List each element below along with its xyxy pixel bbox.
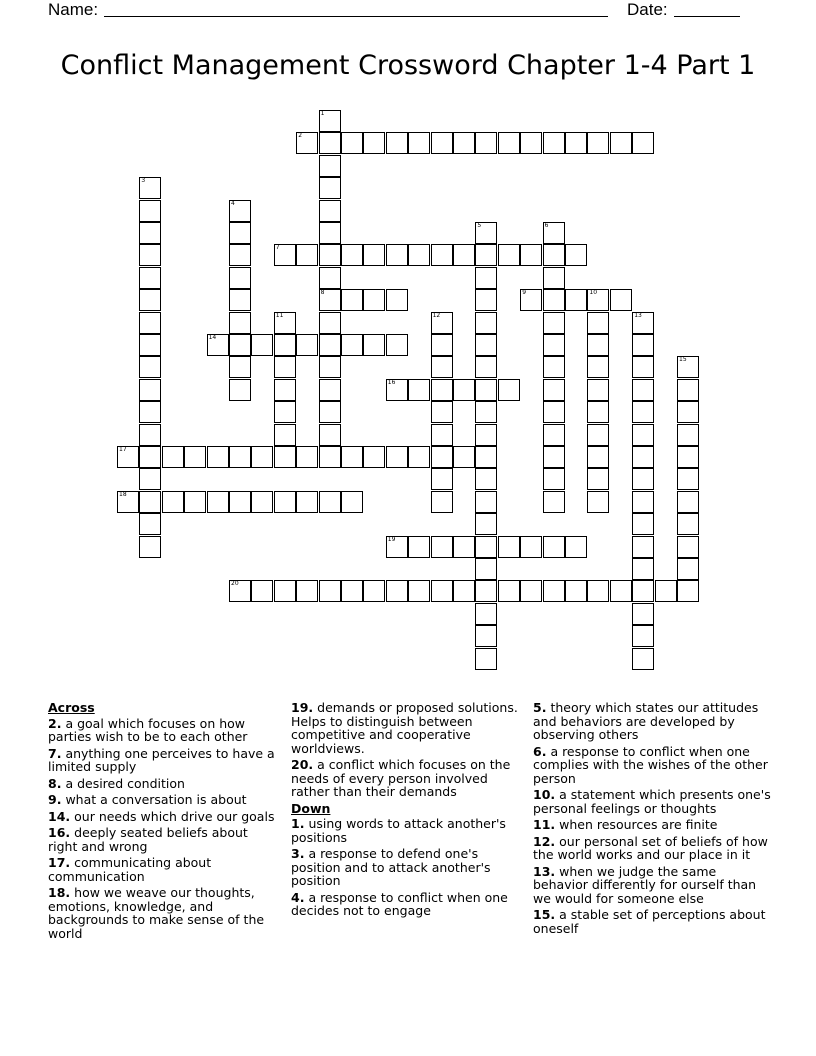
grid-cell[interactable] [453,132,475,154]
grid-cell[interactable] [610,580,632,602]
grid-cell[interactable] [229,580,251,602]
grid-cell[interactable] [431,244,453,266]
grid-cell[interactable] [319,580,341,602]
grid-cell[interactable] [408,379,430,401]
grid-cell[interactable] [677,379,699,401]
grid-cell[interactable] [296,491,318,513]
grid-cell[interactable] [632,356,654,378]
grid-cell[interactable] [296,244,318,266]
cell-number: 12 [432,311,441,319]
grid-cell[interactable] [632,648,654,670]
clues-column-3 [533,701,773,938]
grid-cell[interactable] [475,289,497,311]
grid-cell[interactable] [319,356,341,378]
grid-cell[interactable] [453,446,475,468]
grid-cell[interactable] [207,446,229,468]
grid-cell[interactable] [341,580,363,602]
grid-cell[interactable] [363,334,385,356]
grid-cell[interactable] [386,132,408,154]
clue-down-5: 5. theory which states our attitudes and behaviors are developed by observing others [533,700,759,742]
clues-column-2 [291,701,521,921]
grid-cell[interactable] [319,312,341,334]
grid-cell[interactable] [319,334,341,356]
cell-number: 16 [387,378,396,386]
grid-cell[interactable] [677,491,699,513]
grid-cell[interactable] [319,110,341,132]
grid-cell[interactable] [319,401,341,423]
grid-cell[interactable] [520,132,542,154]
grid-cell[interactable] [565,289,587,311]
cell-number: 19 [387,535,396,543]
grid-cell[interactable] [543,536,565,558]
grid-cell[interactable] [543,379,565,401]
clue-across-18: 18. how we weave our thoughts, emotions, knowledge, and backgrounds to make sense of the world [48,885,265,941]
grid-cell[interactable] [587,379,609,401]
grid-cell[interactable] [363,289,385,311]
cell-number: 14 [208,334,217,341]
grid-cell[interactable] [229,200,251,222]
grid-cell[interactable] [408,446,430,468]
grid-cell[interactable] [274,334,296,356]
grid-cell[interactable] [677,558,699,580]
grid-cell[interactable] [139,289,161,311]
grid-cell[interactable] [498,132,520,154]
grid-cell[interactable] [543,401,565,423]
grid-cell[interactable] [274,491,296,513]
grid-cell[interactable] [139,424,161,446]
grid-cell[interactable] [341,132,363,154]
grid-cell[interactable] [475,222,497,244]
grid-cell[interactable] [587,424,609,446]
grid-cell[interactable] [386,244,408,266]
grid-cell[interactable] [207,491,229,513]
cell-number: 20 [231,580,239,588]
grid-cell[interactable] [610,132,632,154]
grid-cell[interactable] [274,401,296,423]
cell-number: 11 [275,311,284,319]
grid-cell[interactable] [341,491,363,513]
clues-column-1 [48,701,278,943]
grid-cell[interactable] [139,379,161,401]
grid-cell[interactable] [632,468,654,490]
grid-cell[interactable] [431,536,453,558]
cell-number: 17 [119,446,127,453]
grid-cell[interactable] [475,244,497,266]
grid-cell[interactable] [587,491,609,513]
grid-cell[interactable] [229,222,251,244]
grid-cell[interactable] [274,580,296,602]
grid-cell[interactable] [251,446,273,468]
clue-down-1: 1. using words to attack another's positions [291,816,506,845]
grid-cell[interactable] [363,132,385,154]
cell-number: 10 [589,289,598,297]
grid-cell[interactable] [431,491,453,513]
grid-cell[interactable] [139,446,161,468]
down-heading: Down [291,800,331,816]
grid-cell[interactable] [139,200,161,222]
grid-cell[interactable] [431,468,453,490]
grid-cell[interactable] [543,356,565,378]
cell-number: 1 [320,110,325,117]
grid-cell[interactable] [431,446,453,468]
grid-cell[interactable] [475,580,497,602]
grid-cell[interactable] [139,312,161,334]
grid-cell[interactable] [184,491,206,513]
clue-down-15: 15. a stable set of perceptions about oneself [533,907,766,936]
grid-cell[interactable] [453,580,475,602]
clue-down-3: 3. a response to defend one's position and to attack another's position [291,846,491,888]
grid-cell[interactable] [274,424,296,446]
clue-across-19: 19. demands or proposed solutions. Helps to distinguish between competitive and cooperative worldviews. [291,700,518,756]
clue-down-13: 13. when we judge the same behavior differently for ourself than we would for someone else [533,863,757,906]
grid-cell[interactable] [632,580,654,602]
grid-cell[interactable] [475,379,497,401]
grid-cell[interactable] [431,580,453,602]
grid-cell[interactable] [453,536,475,558]
grid-cell[interactable] [632,401,654,423]
grid-cell[interactable] [319,132,341,154]
grid-cell[interactable] [229,312,251,334]
grid-cell[interactable] [475,334,497,356]
grid-cell[interactable] [632,603,654,625]
grid-cell[interactable] [587,580,609,602]
grid-cell[interactable] [139,401,161,423]
grid-cell[interactable] [632,625,654,647]
grid-cell[interactable] [587,132,609,154]
grid-cell[interactable] [587,312,609,334]
grid-cell[interactable] [453,379,475,401]
grid-cell[interactable] [543,312,565,334]
grid-cell[interactable] [139,334,161,356]
clue-down-11: 11. when resources are finite [533,817,718,832]
grid-cell[interactable] [677,468,699,490]
grid-cell[interactable] [139,267,161,289]
grid-cell[interactable] [520,580,542,602]
grid-cell[interactable] [386,446,408,468]
grid-cell[interactable] [498,536,520,558]
grid-cell[interactable] [475,558,497,580]
grid-cell[interactable] [475,491,497,513]
grid-cell[interactable] [139,177,161,199]
grid-cell[interactable] [229,267,251,289]
grid-cell[interactable] [341,244,363,266]
grid-cell[interactable] [296,446,318,468]
grid-cell[interactable] [319,289,341,311]
grid-cell[interactable] [274,244,296,266]
grid-cell[interactable] [520,289,542,311]
cell-number: 7 [275,244,280,252]
grid-cell[interactable] [229,356,251,378]
cell-number: 2 [298,132,303,140]
grid-cell[interactable] [632,491,654,513]
grid-cell[interactable] [475,424,497,446]
clue-across-16: 16. deeply seated beliefs about right and wrong [48,825,248,854]
across-heading: Across [48,700,95,715]
grid-cell[interactable] [431,132,453,154]
grid-cell[interactable] [632,312,654,334]
grid-cell[interactable] [139,491,161,513]
grid-cell[interactable] [475,625,497,647]
clue-across-7: 7. anything one perceives to have a limited supply [48,745,275,774]
clue-down-4: 4. a response to conflict when one decides not to engage [291,889,508,918]
grid-cell[interactable] [319,446,341,468]
grid-cell[interactable] [408,580,430,602]
cell-number: 6 [544,222,549,229]
grid-cell[interactable] [543,267,565,289]
grid-cell[interactable] [632,132,654,154]
grid-cell[interactable] [319,155,341,177]
clue-across-8: 8. a desired condition [48,775,185,791]
grid-cell[interactable] [386,289,408,311]
cell-number: 4 [231,199,235,207]
grid-cell[interactable] [319,267,341,289]
clue-across-20: 20. a conflict which focuses on the needs of every person involved rather than their demands [291,757,511,799]
grid-cell[interactable] [587,356,609,378]
cell-number: 5 [477,222,482,229]
grid-cell[interactable] [229,289,251,311]
date-label: Date: [627,0,668,19]
name-label: Name: [48,0,99,19]
clue-across-2: 2. a goal which focuses on how parties wish to be to each other [48,715,248,744]
grid-cell[interactable] [632,536,654,558]
clue-down-10: 10. a statement which presents one's personal feelings or thoughts [533,787,771,816]
cell-number: 8 [320,289,325,297]
grid-cell[interactable] [319,424,341,446]
grid-cell[interactable] [543,424,565,446]
grid-cell[interactable] [587,446,609,468]
grid-cell[interactable] [408,536,430,558]
cell-number: 15 [679,356,687,364]
grid-cell[interactable] [677,446,699,468]
grid-cell[interactable] [341,446,363,468]
grid-cell[interactable] [341,334,363,356]
grid-cell[interactable] [543,580,565,602]
grid-cell[interactable] [475,603,497,625]
grid-cell[interactable] [431,379,453,401]
grid-cell[interactable] [475,536,497,558]
grid-cell[interactable] [319,379,341,401]
grid-cell[interactable] [543,468,565,490]
grid-cell[interactable] [139,356,161,378]
cell-number: 3 [141,177,146,185]
grid-cell[interactable] [587,401,609,423]
grid-cell[interactable] [475,513,497,535]
grid-cell[interactable] [319,244,341,266]
grid-cell[interactable] [610,289,632,311]
grid-cell[interactable] [162,446,184,468]
grid-cell[interactable] [677,513,699,535]
grid-cell[interactable] [475,267,497,289]
grid-cell[interactable] [543,334,565,356]
cell-number: 9 [522,289,527,297]
grid-cell[interactable] [655,580,677,602]
grid-cell[interactable] [587,289,609,311]
grid-cell[interactable] [296,334,318,356]
grid-cell[interactable] [475,312,497,334]
grid-cell[interactable] [543,244,565,266]
grid-cell[interactable] [386,334,408,356]
grid-cell[interactable] [632,558,654,580]
grid-cell[interactable] [319,200,341,222]
grid-cell[interactable] [251,491,273,513]
grid-cell[interactable] [632,424,654,446]
grid-cell[interactable] [677,424,699,446]
grid-cell[interactable] [677,580,699,602]
grid-cell[interactable] [677,356,699,378]
grid-cell[interactable] [475,468,497,490]
grid-cell[interactable] [498,379,520,401]
grid-cell[interactable] [117,491,139,513]
grid-cell[interactable] [677,536,699,558]
grid-cell[interactable] [274,379,296,401]
grid-cell[interactable] [431,356,453,378]
grid-cell[interactable] [386,379,408,401]
grid-cell[interactable] [543,222,565,244]
grid-cell[interactable] [565,536,587,558]
grid-cell[interactable] [498,580,520,602]
grid-cell[interactable] [632,513,654,535]
page-title: Conflict Management Crossword Chapter 1-4 Part 1 [60,50,756,81]
grid-cell[interactable] [139,222,161,244]
grid-cell[interactable] [274,446,296,468]
grid-cell[interactable] [498,244,520,266]
grid-cell[interactable] [475,446,497,468]
grid-cell[interactable] [319,222,341,244]
grid-cell[interactable] [408,132,430,154]
grid-cell[interactable] [363,580,385,602]
grid-cell[interactable] [565,132,587,154]
clue-down-6: 6. a response to conflict when one complies with the wishes of the other person [533,743,768,786]
grid-cell[interactable] [319,491,341,513]
grid-cell[interactable] [386,580,408,602]
grid-cell[interactable] [520,244,542,266]
grid-cell[interactable] [565,580,587,602]
grid-cell[interactable] [229,491,251,513]
grid-cell[interactable] [475,401,497,423]
clue-across-9: 9. what a conversation is about [48,792,247,807]
grid-cell[interactable] [632,379,654,401]
grid-cell[interactable] [475,132,497,154]
grid-cell[interactable] [251,580,273,602]
grid-cell[interactable] [543,446,565,468]
grid-cell[interactable] [565,244,587,266]
grid-cell[interactable] [296,132,318,154]
grid-cell[interactable] [319,177,341,199]
grid-cell[interactable] [632,446,654,468]
grid-cell[interactable] [431,401,453,423]
grid-cell[interactable] [229,446,251,468]
cell-number: 18 [119,490,127,498]
grid-cell[interactable] [677,401,699,423]
clue-across-14: 14. our needs which drive our goals [48,808,275,824]
grid-cell[interactable] [543,132,565,154]
grid-cell[interactable] [184,446,206,468]
grid-cell[interactable] [341,289,363,311]
grid-cell[interactable] [139,536,161,558]
grid-cell[interactable] [543,491,565,513]
grid-cell[interactable] [251,334,273,356]
grid-cell[interactable] [229,379,251,401]
grid-cell[interactable] [296,580,318,602]
grid-cell[interactable] [431,312,453,334]
grid-cell[interactable] [363,244,385,266]
grid-cell[interactable] [274,356,296,378]
grid-cell[interactable] [207,334,229,356]
clue-across-17: 17. communicating about communication [48,855,212,884]
grid-cell[interactable] [475,648,497,670]
grid-cell[interactable] [386,536,408,558]
grid-cell[interactable] [587,468,609,490]
grid-cell[interactable] [139,513,161,535]
grid-cell[interactable] [587,334,609,356]
grid-cell[interactable] [229,244,251,266]
grid-cell[interactable] [363,446,385,468]
grid-cell[interactable] [274,312,296,334]
grid-cell[interactable] [162,491,184,513]
grid-cell[interactable] [139,468,161,490]
cell-number: 13 [634,311,642,319]
grid-cell[interactable] [117,446,139,468]
grid-cell[interactable] [543,289,565,311]
grid-cell[interactable] [632,334,654,356]
grid-cell[interactable] [453,244,475,266]
grid-cell[interactable] [431,334,453,356]
grid-cell[interactable] [408,244,430,266]
grid-cell[interactable] [229,334,251,356]
grid-cell[interactable] [475,356,497,378]
grid-cell[interactable] [431,424,453,446]
clue-down-12: 12. our personal set of beliefs of how the world works and our place in it [533,833,768,862]
grid-cell[interactable] [139,244,161,266]
grid-cell[interactable] [520,536,542,558]
